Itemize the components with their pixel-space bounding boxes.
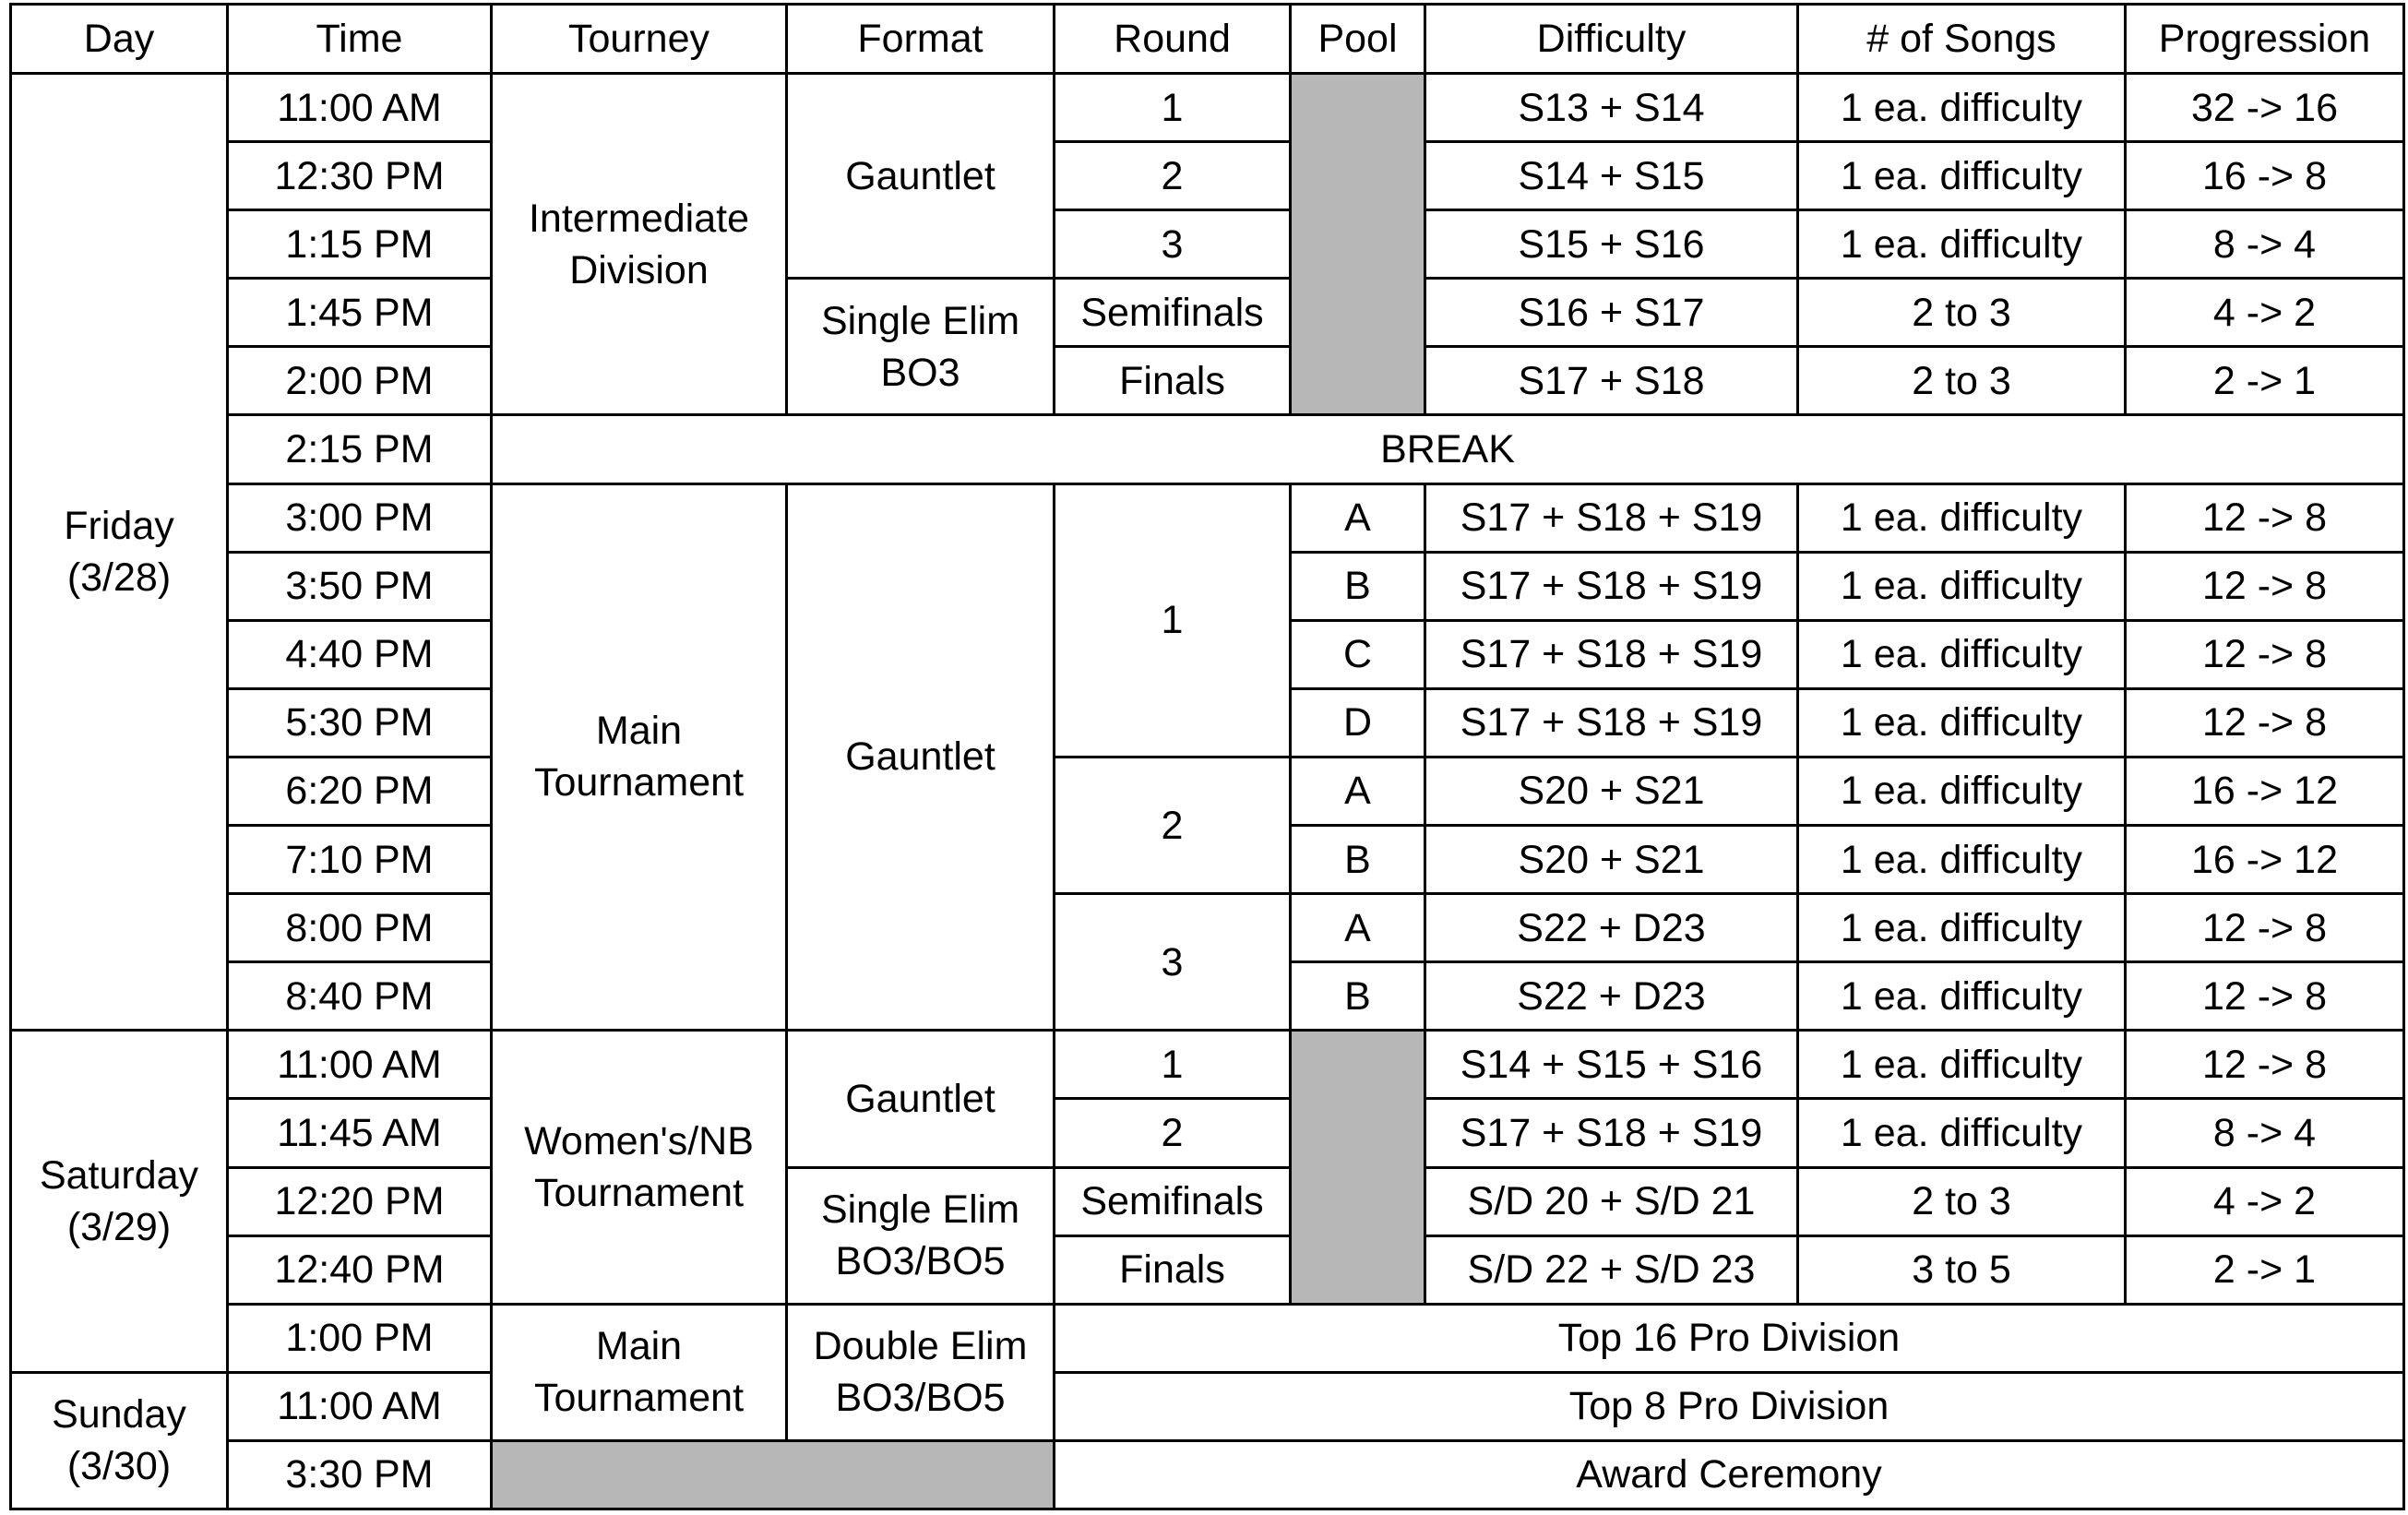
difficulty-cell: S22 + D23	[1425, 894, 1798, 962]
difficulty-cell: S17 + S18 + S19	[1425, 688, 1798, 757]
pool-cell: B	[1291, 552, 1425, 620]
progression-cell: 16 -> 8	[2126, 142, 2404, 210]
songs-cell: 1 ea. difficulty	[1798, 620, 2126, 688]
difficulty-cell: S17 + S18 + S19	[1425, 620, 1798, 688]
format-cell-double-elim: Double Elim BO3/BO5	[787, 1304, 1055, 1440]
day-cell-saturday: Saturday (3/29)	[11, 1031, 228, 1372]
difficulty-cell: S22 + D23	[1425, 962, 1798, 1031]
round-cell: 2	[1055, 1099, 1291, 1167]
pool-cell-empty	[1291, 1031, 1425, 1304]
pool-cell: D	[1291, 688, 1425, 757]
difficulty-cell: S/D 20 + S/D 21	[1425, 1167, 1798, 1235]
progression-cell: 16 -> 12	[2126, 757, 2404, 825]
time-cell: 11:00 AM	[228, 74, 492, 142]
songs-cell: 2 to 3	[1798, 1167, 2126, 1235]
progression-cell: 12 -> 8	[2126, 962, 2404, 1031]
progression-cell: 16 -> 12	[2126, 826, 2404, 894]
table-row	[11, 1031, 2404, 1099]
progression-cell: 12 -> 8	[2126, 620, 2404, 688]
time-cell: 12:20 PM	[228, 1167, 492, 1235]
time-cell: 7:10 PM	[228, 826, 492, 894]
table-row	[11, 142, 2404, 210]
progression-cell: 8 -> 4	[2126, 210, 2404, 279]
day-cell-sunday: Sunday (3/30)	[11, 1372, 228, 1509]
songs-cell: 1 ea. difficulty	[1798, 688, 2126, 757]
difficulty-cell: S17 + S18 + S19	[1425, 483, 1798, 552]
note-cell-award: Award Ceremony	[1055, 1440, 2404, 1509]
difficulty-cell: S13 + S14	[1425, 74, 1798, 142]
schedule-table	[9, 3, 2405, 1510]
songs-cell: 1 ea. difficulty	[1798, 962, 2126, 1031]
round-cell: 3	[1055, 894, 1291, 1031]
pool-cell: A	[1291, 894, 1425, 962]
note-cell-top16: Top 16 Pro Division	[1055, 1304, 2404, 1372]
difficulty-cell: S17 + S18 + S19	[1425, 1099, 1798, 1167]
header-format: Format	[787, 5, 1055, 74]
time-cell: 5:30 PM	[228, 688, 492, 757]
tourney-cell-intermediate: Intermediate Division	[492, 74, 787, 415]
time-cell: 6:20 PM	[228, 757, 492, 825]
format-cell-gauntlet: Gauntlet	[787, 1031, 1055, 1167]
header-pool: Pool	[1291, 5, 1425, 74]
songs-cell: 1 ea. difficulty	[1798, 483, 2126, 552]
songs-cell: 1 ea. difficulty	[1798, 142, 2126, 210]
songs-cell: 1 ea. difficulty	[1798, 757, 2126, 825]
round-cell: 2	[1055, 757, 1291, 893]
round-cell: Finals	[1055, 347, 1291, 415]
difficulty-cell: S14 + S15 + S16	[1425, 1031, 1798, 1099]
header-round: Round	[1055, 5, 1291, 74]
note-cell-top8: Top 8 Pro Division	[1055, 1372, 2404, 1440]
day-cell-friday: Friday (3/28)	[11, 74, 228, 1031]
round-cell: 1	[1055, 483, 1291, 757]
difficulty-cell: S16 + S17	[1425, 279, 1798, 347]
time-cell: 1:45 PM	[228, 279, 492, 347]
progression-cell: 4 -> 2	[2126, 1167, 2404, 1235]
tourney-cell-main-final: Main Tournament	[492, 1304, 787, 1440]
pool-cell: A	[1291, 757, 1425, 825]
time-cell: 2:00 PM	[228, 347, 492, 415]
round-cell: Finals	[1055, 1235, 1291, 1304]
table-row	[11, 74, 2404, 142]
header-tourney: Tourney	[492, 5, 787, 74]
difficulty-cell: S20 + S21	[1425, 757, 1798, 825]
table-row	[11, 894, 2404, 962]
progression-cell: 12 -> 8	[2126, 1031, 2404, 1099]
time-cell: 12:40 PM	[228, 1235, 492, 1304]
round-cell: 3	[1055, 210, 1291, 279]
format-cell-gauntlet: Gauntlet	[787, 483, 1055, 1031]
empty-grey-cell	[492, 1440, 1055, 1509]
difficulty-cell: S17 + S18	[1425, 347, 1798, 415]
difficulty-cell: S17 + S18 + S19	[1425, 552, 1798, 620]
time-cell: 12:30 PM	[228, 142, 492, 210]
header-songs: # of Songs	[1798, 5, 2126, 74]
table-row	[11, 415, 2404, 483]
songs-cell: 2 to 3	[1798, 347, 2126, 415]
songs-cell: 1 ea. difficulty	[1798, 1099, 2126, 1167]
pool-cell-empty	[1291, 74, 1425, 415]
difficulty-cell: S/D 22 + S/D 23	[1425, 1235, 1798, 1304]
time-cell: 3:50 PM	[228, 552, 492, 620]
time-cell: 1:15 PM	[228, 210, 492, 279]
songs-cell: 1 ea. difficulty	[1798, 210, 2126, 279]
progression-cell: 4 -> 2	[2126, 279, 2404, 347]
round-cell: 1	[1055, 74, 1291, 142]
difficulty-cell: S14 + S15	[1425, 142, 1798, 210]
round-cell: 2	[1055, 142, 1291, 210]
round-cell: Semifinals	[1055, 279, 1291, 347]
pool-cell: C	[1291, 620, 1425, 688]
table-row	[11, 347, 2404, 415]
format-cell-gauntlet: Gauntlet	[787, 74, 1055, 279]
progression-cell: 12 -> 8	[2126, 552, 2404, 620]
pool-cell: A	[1291, 483, 1425, 552]
tourney-cell-main: Main Tournament	[492, 483, 787, 1031]
time-cell: 4:40 PM	[228, 620, 492, 688]
format-cell-single-elim: Single Elim BO3/BO5	[787, 1167, 1055, 1304]
table-row	[11, 483, 2404, 552]
songs-cell: 1 ea. difficulty	[1798, 1031, 2126, 1099]
round-cell: 1	[1055, 1031, 1291, 1099]
progression-cell: 2 -> 1	[2126, 347, 2404, 415]
header-day: Day	[11, 5, 228, 74]
progression-cell: 2 -> 1	[2126, 1235, 2404, 1304]
time-cell: 8:00 PM	[228, 894, 492, 962]
header-difficulty: Difficulty	[1425, 5, 1798, 74]
time-cell: 1:00 PM	[228, 1304, 492, 1372]
time-cell: 11:00 AM	[228, 1031, 492, 1099]
difficulty-cell: S15 + S16	[1425, 210, 1798, 279]
time-cell: 11:00 AM	[228, 1372, 492, 1440]
header-row	[11, 5, 2404, 74]
difficulty-cell: S20 + S21	[1425, 826, 1798, 894]
time-cell: 3:30 PM	[228, 1440, 492, 1509]
table-row	[11, 279, 2404, 347]
pool-cell: B	[1291, 826, 1425, 894]
songs-cell: 1 ea. difficulty	[1798, 74, 2126, 142]
time-cell: 3:00 PM	[228, 483, 492, 552]
songs-cell: 2 to 3	[1798, 279, 2126, 347]
time-cell: 8:40 PM	[228, 962, 492, 1031]
round-cell: Semifinals	[1055, 1167, 1291, 1235]
format-cell-single-elim: Single Elim BO3	[787, 279, 1055, 415]
songs-cell: 1 ea. difficulty	[1798, 552, 2126, 620]
songs-cell: 1 ea. difficulty	[1798, 894, 2126, 962]
table-row	[11, 1099, 2404, 1167]
songs-cell: 3 to 5	[1798, 1235, 2126, 1304]
table-row	[11, 210, 2404, 279]
time-cell: 11:45 AM	[228, 1099, 492, 1167]
songs-cell: 1 ea. difficulty	[1798, 826, 2126, 894]
header-progression: Progression	[2126, 5, 2404, 74]
tourney-cell-womens: Women's/NB Tournament	[492, 1031, 787, 1304]
header-time: Time	[228, 5, 492, 74]
time-cell: 2:15 PM	[228, 415, 492, 483]
table-row	[11, 757, 2404, 825]
progression-cell: 12 -> 8	[2126, 483, 2404, 552]
progression-cell: 12 -> 8	[2126, 688, 2404, 757]
break-cell: BREAK	[492, 415, 2404, 483]
pool-cell: B	[1291, 962, 1425, 1031]
table-row	[11, 1372, 2404, 1440]
table-row	[11, 1235, 2404, 1304]
progression-cell: 12 -> 8	[2126, 894, 2404, 962]
progression-cell: 32 -> 16	[2126, 74, 2404, 142]
table-row	[11, 1167, 2404, 1235]
table-row	[11, 1304, 2404, 1372]
progression-cell: 8 -> 4	[2126, 1099, 2404, 1167]
table-row	[11, 1440, 2404, 1509]
